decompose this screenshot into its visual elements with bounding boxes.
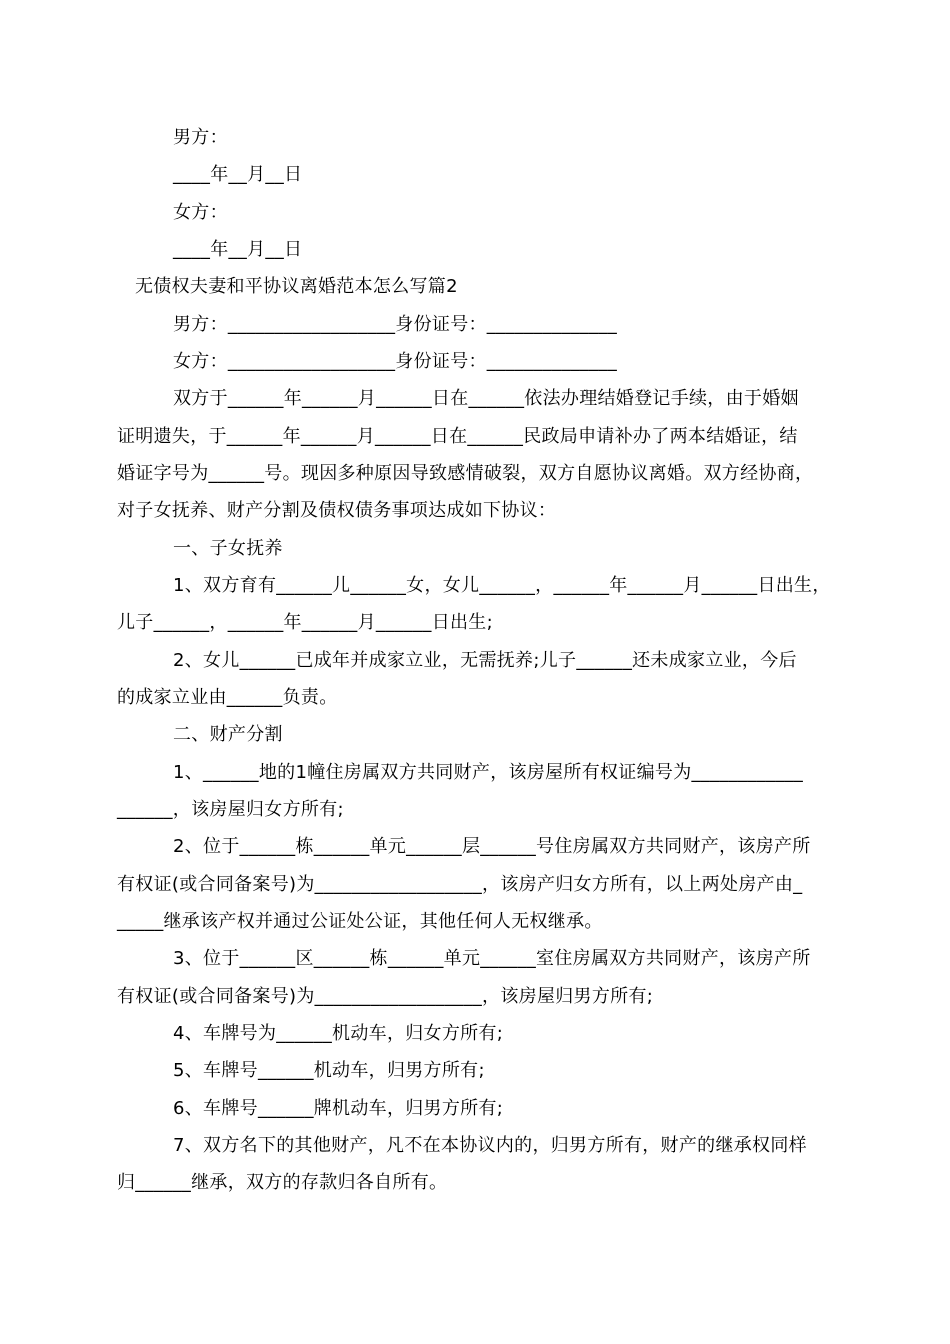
intro-paragraph-line: 婚证字号为______号。现因多种原因导致感情破裂，双方自愿协议离婚。双方经协商， [117, 463, 814, 484]
clause-line: 归______继承，双方的存款归各自所有。 [117, 1172, 448, 1193]
intro-paragraph-line: 双方于______年______月______日在______依法办理结婚登记手续，由于婚姻 [173, 388, 799, 409]
heading-child-custody: 一、子女抚养 [173, 538, 283, 559]
clause-line: _____继承该产权并通过公证处公证，其他任何人无权继承。 [117, 911, 603, 932]
clause-line: 2、位于______栋______单元______层______号住房属双方共同财产，该房产所 [173, 836, 811, 857]
clause-line: ______，该房屋归女方所有; [117, 799, 344, 820]
intro-paragraph-line: 证明遗失，于______年______月______日在______民政局申请补办了两本结婚证，结 [117, 426, 798, 447]
clause-line: 4、车牌号为______机动车，归女方所有; [173, 1023, 504, 1044]
clause-line: 6、车牌号______牌机动车，归男方所有; [173, 1098, 504, 1119]
section-title: 无债权夫妻和平协议离婚范本怎么写篇2 [135, 276, 458, 297]
clause-line: 有权证(或合同备案号)为__________________，该房屋归男方所有; [117, 986, 654, 1007]
clause-line: 7、双方名下的其他财产，凡不在本协议内的，归男方所有，财产的继承权同样 [173, 1135, 807, 1156]
clause-line: 的成家立业由______负责。 [117, 687, 338, 708]
clause-line: 2、女儿______已成年并成家立业，无需抚养;儿子______还未成家立业，今后 [173, 650, 797, 671]
clause-line: 儿子______，______年______月______日出生; [117, 612, 493, 633]
clause-line: 3、位于______区______栋______单元______室住房属双方共同财产，该房产所 [173, 948, 811, 969]
male-party-info: 男方：__________________身份证号：______________ [173, 314, 617, 335]
intro-paragraph-line: 对子女抚养、财产分割及债权债务事项达成如下协议： [117, 500, 557, 521]
clause-line: 1、______地的1幢住房属双方共同财产，该房屋所有权证编号为____________ [173, 762, 804, 783]
male-signature-date: ____年__月__日 [173, 164, 303, 185]
male-party-signature-label: 男方： [173, 127, 228, 148]
female-signature-date: ____年__月__日 [173, 239, 303, 260]
heading-property-division: 二、财产分割 [173, 724, 283, 745]
clause-line: 5、车牌号______机动车，归男方所有; [173, 1060, 485, 1081]
clause-line: 有权证(或合同备案号)为__________________，该房产归女方所有，以上两处房产由_ [117, 874, 803, 895]
clause-line: 1、双方育有______儿______女，女儿______，______年______月______日出生， [173, 575, 831, 596]
female-party-signature-label: 女方： [173, 202, 228, 223]
female-party-info: 女方：__________________身份证号：______________ [173, 351, 617, 372]
